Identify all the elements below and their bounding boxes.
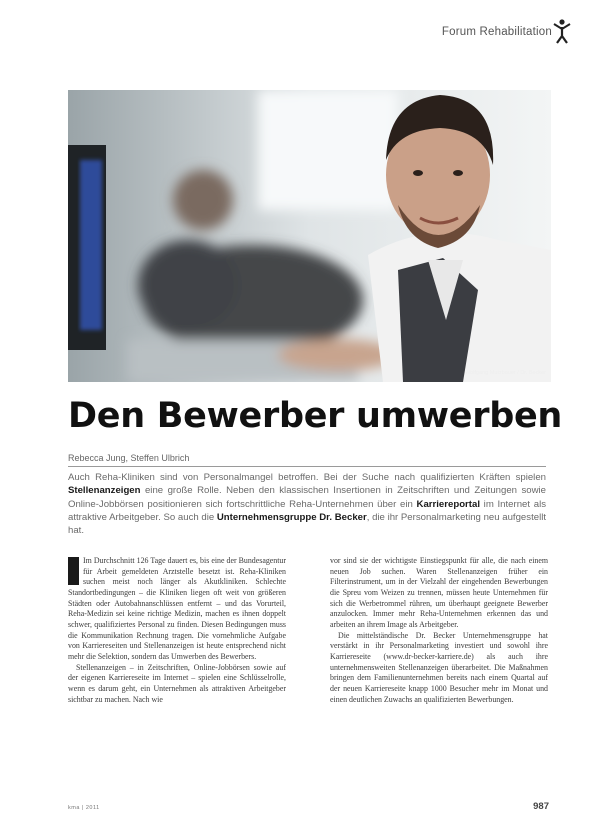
- photo-credit: Wolfgang Mutzbauer / Dr. Becker: [465, 370, 546, 376]
- body-paragraph: Die mittelständische Dr. Becker Unternehmensgruppe hat verstärkt in ihr Personalmarketing investiert und sowohl ihre Karriereseite (www.dr-becker-karriere.de) als auch ihre unternehmensweiten Stellenanzeigen überarbeitet. Die Maßnahmen bringen dem Familienunternehmen bereits nach einem Quartal auf der neuen Karriereseite knapp 1000 Besucher mehr im Monat und einen deutlichen Zuwachs an qualifizierten Bewerbungen.: [330, 630, 548, 704]
- divider: [68, 466, 546, 467]
- lead-paragraph: [68, 471, 546, 537]
- article-photo: [68, 90, 551, 382]
- body-column-right: [330, 556, 548, 705]
- lead-keyword: Unternehmensgruppe Dr. Becker: [216, 511, 367, 523]
- lead-text: im Internet als attraktive Arbeitgeber. So auch die: [68, 498, 546, 523]
- page-number: 987: [533, 801, 549, 812]
- lead-keyword: Stellenanzeigen: [68, 485, 141, 497]
- figure-with-raised-arms-icon: [552, 18, 572, 44]
- body-paragraph: vor sind sie der wichtigste Einstiegspunkt für alle, die nach einem neuen Job suchen. Waren Stellenanzeigen früher ein Filterinstrument, um in der Vielzahl der eingehenden Bewerbungen die Spreu vom Weizen zu trennen, müssen heute Unternehmen für sich die Werbetrommel rühren, um überhaupt geeignete Bewerber anzulocken. Immer mehr Reha-Unternehmen erkennen das und arbeiten an ihrem Image als Arbeitgeber.: [330, 556, 548, 629]
- body-paragraph: Im Durchschnitt 126 Tage dauert es, bis eine der Bundesagentur für Arbeit gemeldeten Arztstelle besetzt ist. Reha-Kliniken suchen meist noch länger als Akutkliniken. Schlechte Standortbedingungen – die Kliniken liegen oft weit von größeren Städten oder Autobahnanschlüssen entfernt – und das Vorurteil, Reha-Medizin sei keine richtige Medizin, machen es ihnen doppelt schwer, qualifiziertes Personal zu finden. Diesen Bedingungen muss die Kommunikation Rechnung tragen. Die vornehmliche Aufgabe von Karriereseiten und Stellenanzeigen ist heute entsprechend nicht mehr die Selektion, sondern das Umwerben des Bewerbers.: [68, 556, 286, 661]
- lead-text: Auch Reha-Kliniken sind von Personalmangel betroffen. Bei der Suche nach qualifizierten Kräften spielen: [68, 472, 546, 483]
- article-title: Den Bewerber umwerben: [68, 396, 563, 436]
- lead-text: , die ihr Personalmarketing neu aufgestellt hat.: [68, 511, 546, 537]
- authors: Rebecca Jung, Steffen Ulbrich: [68, 453, 190, 463]
- doctor-and-patient-photo: [68, 90, 551, 382]
- drop-cap-block: [68, 557, 79, 585]
- body-column-left: [68, 556, 286, 705]
- section-label: Forum Rehabilitation: [441, 26, 552, 38]
- lead-keyword: Karriereportal: [416, 498, 480, 510]
- body-paragraph: Stellenanzeigen – in Zeitschriften, Online-Jobbörsen sowie auf der eigenen Karriereseite im Internet – spielen eine Schlüsselrolle, wenn es darum geht, ein Unternehmen als attraktiven Arbeitgeber sichtbar zu machen. Nach wie: [68, 662, 286, 704]
- lead-text: eine große Rolle. Neben den klassischen Insertionen in Zeitschriften und Zeitungen sowie Online-Jobbörsen positionieren sich fortschrittliche Reha-Unternehmen über ein: [68, 485, 546, 510]
- footer-publication: kma | 2011: [68, 805, 100, 811]
